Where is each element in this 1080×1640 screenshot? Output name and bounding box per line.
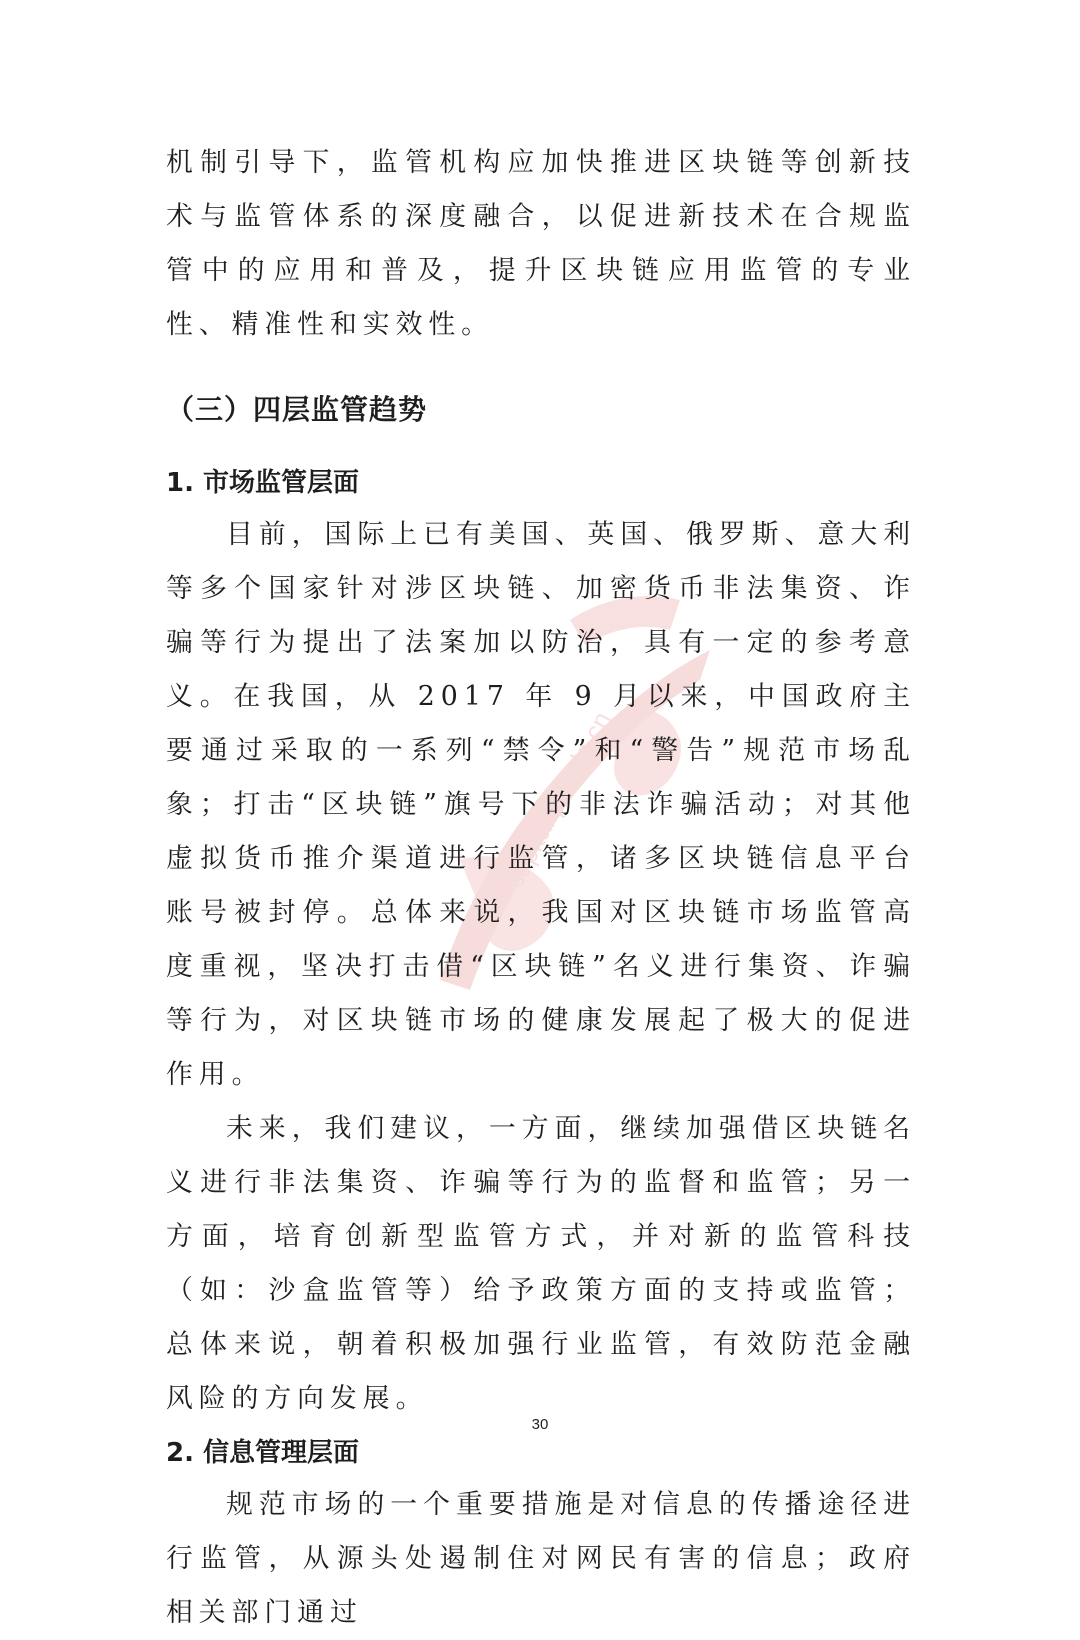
paragraph-market-future: 未来，我们建议，一方面，继续加强借区块链名义进行非法集资、诈骗等行为的监督和监管；另一方面，培育创新型监管方式，并对新的监管科技（如：沙盒监管等）给予政策方面的支持或监管；总体来说，朝着积极加强行业监管，有效防范金融风险的方向发展。 [166, 1113, 916, 1414]
subsection-heading-information: 2. 信息管理层面 [166, 1438, 360, 1468]
continued-paragraph: 机制引导下，监管机构应加快推进区块链等创新技术与监管体系的深度融合，以促进新技术在合规监管中的应用和普及，提升区块链应用监管的专业性、精准性和实效性。 [166, 147, 916, 340]
subsection-heading-market: 1. 市场监管层面 [166, 468, 360, 498]
paragraph-market-current: 目前，国际上已有美国、英国、俄罗斯、意大利等多个国家针对涉区块链、加密货币非法集资、诈骗等行为提出了法案加以防治，具有一定的参考意义。在我国，从 2017 年 9 月以来，中国政府主要通过采取的一系列“禁令”和“警告”规范市场乱象；打击“区块链”旗号下的非法诈骗活动；对其他虚拟货币推介渠道进行监管，诸多区块链信息平台账号被封停。总体来说，我国对区块链市场监管高度重视，坚决打击借“区块链”名义进行集资、诈骗等行为，对区块链市场的健康发展起了极大的促进作用。 [166, 519, 916, 1090]
section-heading: （三）四层监管趋势 [166, 393, 428, 426]
paragraph-information: 规范市场的一个重要措施是对信息的传播途径进行监管，从源头处遏制住对网民有害的信息；政府相关部门通过 [166, 1489, 916, 1628]
watermark-url: capital.people.cn [498, 706, 617, 893]
document-body [166, 136, 916, 1640]
page-number: 30 [531, 1416, 549, 1433]
